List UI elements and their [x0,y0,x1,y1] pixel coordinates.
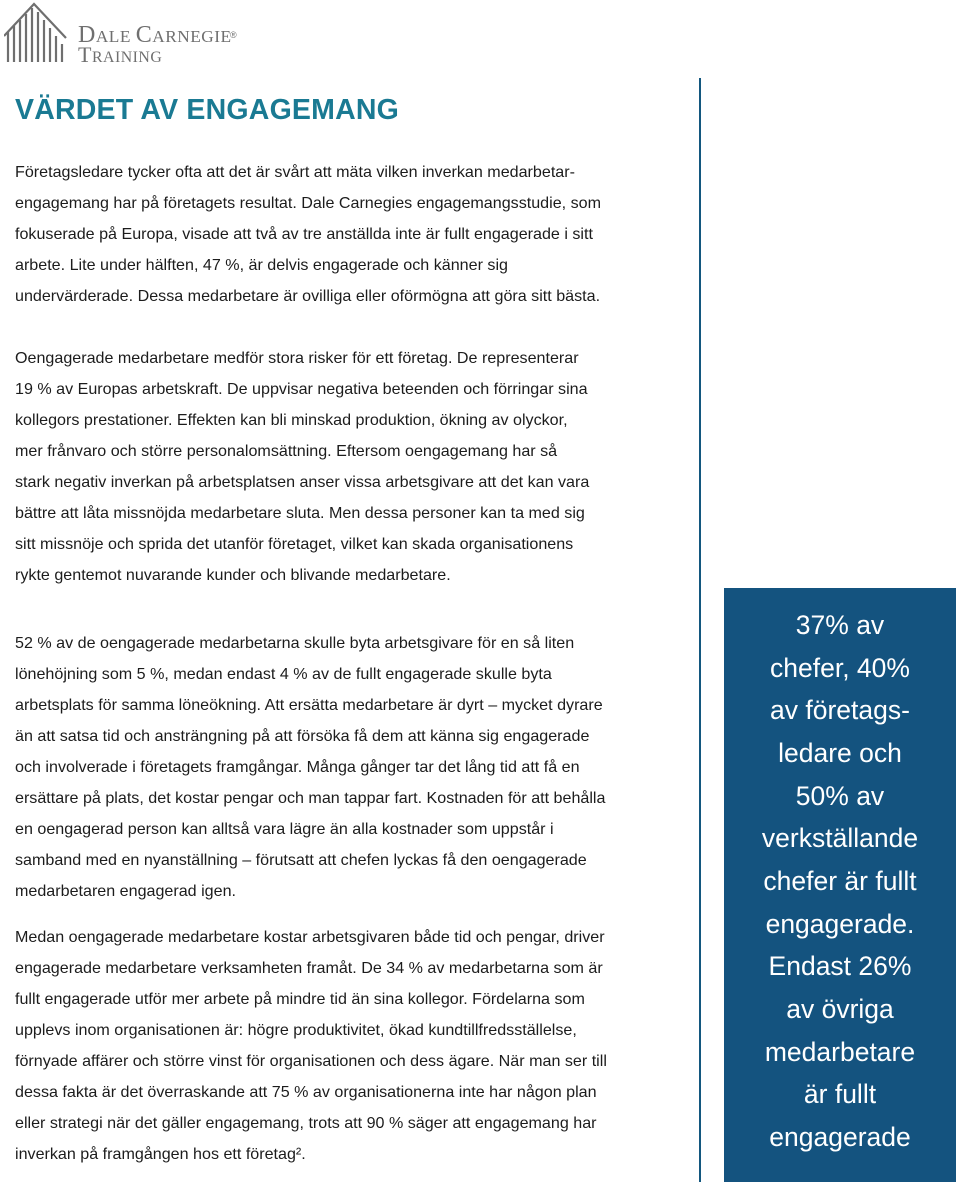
callout-line: medarbetare [764,1037,916,1067]
text-line: arbete. Lite under hälften, 47 %, är delvis engagerade och känner sig [15,256,508,274]
text-line: ersättare på plats, det kostar pengar och man tappar fart. Kostnaden för att behålla [15,789,606,807]
text-line: eller strategi när det gäller engagemang, trots att 90 % säger att engagemang har [15,1114,597,1132]
text-line: samband med en nyanställning – förutsatt att chefen lyckas få den oengagerade [15,851,587,869]
callout-line: chefer, 40% [770,653,910,683]
callout-line: är fullt [803,1079,877,1109]
text-line: förnyade affärer och större vinst för organisationen och dess ägare. När man ser till [15,1052,607,1070]
callout-line: Endast 26% [768,951,912,981]
text-line: fullt engagerade utför mer arbete på mindre tid än sina kollegor. Fördelarna som [15,990,585,1008]
callout-line: 50% av [795,781,885,811]
text-line: engagerade medarbetare verksamheten framåt. De 34 % av medarbetarna som är [15,959,603,977]
paragraph-3 [15,628,685,907]
text-line: stark negativ inverkan på arbetsplatsen anser vissa arbetsgivare att det kan vara [15,473,590,491]
text-line: fokuserade på Europa, visade att två av tre anställda inte är fullt engagerade i sitt [15,225,593,243]
text-line: än att satsa tid och ansträngning på att försöka få dem att känna sig engagerade [15,727,590,745]
text-line: inverkan på framgången hos ett företag². [15,1145,306,1163]
callout-line: 37% av [795,610,885,640]
registered-mark: ® [230,30,237,40]
text-line: 52 % av de oengagerade medarbetarna skulle byta arbetsgivare för en så liten [15,634,575,652]
logo-dale-carnegie-text: DALE CARNEGIE [78,22,232,48]
callout-box [724,588,956,1182]
text-line: 19 % av Europas arbetskraft. De uppvisar negativa beteenden och förringar sina [15,380,588,398]
text-line: rykte gentemot nuvarande kunder och blivande medarbetare. [15,566,451,584]
text-line: Medan oengagerade medarbetare kostar arbetsgivaren både tid och pengar, driver [15,928,605,946]
text-line: medarbetaren engagerad igen. [15,882,237,900]
paragraph-2 [15,343,685,591]
logo-training-text: TRAINING [78,42,163,67]
text-line: arbetsplats för samma löneökning. Att ersätta medarbetare är dyrt – mycket dyrare [15,696,603,714]
text-line: undervärderade. Dessa medarbetare är ovilliga eller oförmögna att göra sitt bästa. [15,287,601,305]
callout-line: engagerade. [765,909,915,939]
text-line: och involverade i företagets framgångar. Många gånger tar det lång tid att få en [15,758,580,776]
callout-line: av övriga [786,994,894,1024]
text-line: sitt missnöje och sprida det utanför företaget, vilket kan skada organisationens [15,535,574,553]
text-line: kollegors prestationer. Effekten kan bli minskad produktion, ökning av olyckor, [15,411,568,429]
callout-line: verkställande [761,823,919,853]
text-line: en oengagerad person kan alltså vara lägre än alla kostnader som uppstår i [15,820,554,838]
text-line: dessa fakta är det överraskande att 75 % av organisationerna inte har någon plan [15,1083,597,1101]
callout-line: ledare och [778,738,902,768]
text-line: engagemang har på företagets resultat. Dale Carnegies engagemangsstudie, som [15,194,601,212]
paragraph-4 [15,922,685,1170]
text-line: Oengagerade medarbetare medför stora risker för ett företag. De representerar [15,349,579,367]
vertical-divider [699,78,701,1182]
logo-stripes-icon [4,2,70,66]
callout-line: av företags- [770,695,910,725]
text-line: bättre att låta missnöjda medarbetare sluta. Men dessa personer kan ta med sig [15,504,585,522]
paragraph-1 [15,157,685,312]
text-line: lönehöjning som 5 %, medan endast 4 % av de fullt engagerade skulle byta [15,665,552,683]
callout-line: engagerade [769,1122,911,1152]
page-title: VÄRDET AV ENGAGEMANG [15,94,400,126]
callout-line: chefer är fullt [763,866,917,896]
text-line: mer frånvaro och större personalomsättning. Eftersom oengagemang har så [15,442,558,460]
dale-carnegie-logo [4,2,254,66]
text-line: Företagsledare tycker ofta att det är svårt att mäta vilken inverkan medarbetar- [15,163,575,181]
text-line: upplevs inom organisationen är: högre produktivitet, ökad kundtillfredsställelse, [15,1021,577,1039]
